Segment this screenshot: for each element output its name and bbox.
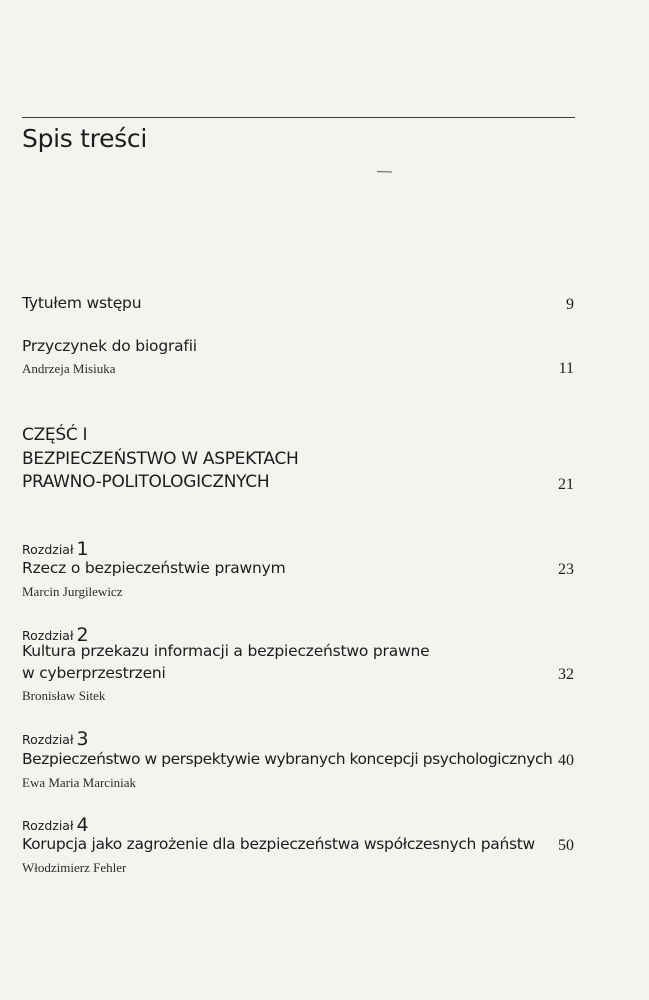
chapter-page-number: 23 xyxy=(558,561,574,578)
entry-page-number: 11 xyxy=(558,360,574,377)
entry-title: Przyczynek do biografii xyxy=(22,337,197,355)
chapter-page-number: 32 xyxy=(558,666,574,683)
chapter-word: Rozdział xyxy=(22,818,74,833)
chapter-author: Włodzimierz Fehler xyxy=(22,860,127,875)
chapter-word: Rozdział xyxy=(22,542,74,557)
chapter-title-line: w cyberprzestrzeni xyxy=(22,664,166,682)
chapter-word: Rozdział xyxy=(22,628,74,643)
top-rule xyxy=(22,117,575,118)
page-title: Spis treści xyxy=(22,124,147,153)
part-title-line: BEZPIECZEŃSTWO W ASPEKTACH xyxy=(22,449,299,469)
part-title-line: PRAWNO-POLITOLOGICZNYCH xyxy=(22,472,270,492)
chapter-author: Marcin Jurgilewicz xyxy=(22,584,123,599)
ink-speck xyxy=(377,170,393,173)
chapter-title-line: Kultura przekazu informacji a bezpieczeństwo prawne xyxy=(22,642,430,660)
chapter-title-line: Rzecz o bezpieczeństwie prawnym xyxy=(22,559,286,577)
chapter-number: 3 xyxy=(76,728,89,750)
chapter-title-line: Korupcja jako zagrożenie dla bezpieczeństwa współczesnych państw xyxy=(22,835,535,853)
part-label: CZĘŚĆ I xyxy=(22,425,88,445)
entry-title: Tytułem wstępu xyxy=(22,294,142,312)
chapter-label xyxy=(22,813,89,835)
chapter-label xyxy=(22,727,89,749)
entry-author: Andrzeja Misiuka xyxy=(22,361,116,376)
entry-page-number: 9 xyxy=(566,296,574,313)
chapter-number: 4 xyxy=(76,814,89,836)
chapter-number: 1 xyxy=(76,538,89,560)
chapter-word: Rozdział xyxy=(22,732,74,747)
chapter-author: Ewa Maria Marciniak xyxy=(22,775,137,790)
chapter-page-number: 40 xyxy=(558,752,574,769)
chapter-label xyxy=(22,537,89,559)
chapter-number: 2 xyxy=(76,624,89,646)
chapter-author: Bronisław Sitek xyxy=(22,688,106,703)
chapter-title-line: Bezpieczeństwo w perspektywie wybranych koncepcji psychologicznych xyxy=(22,750,553,768)
chapter-page-number: 50 xyxy=(558,837,574,854)
part-page-number: 21 xyxy=(558,476,574,493)
